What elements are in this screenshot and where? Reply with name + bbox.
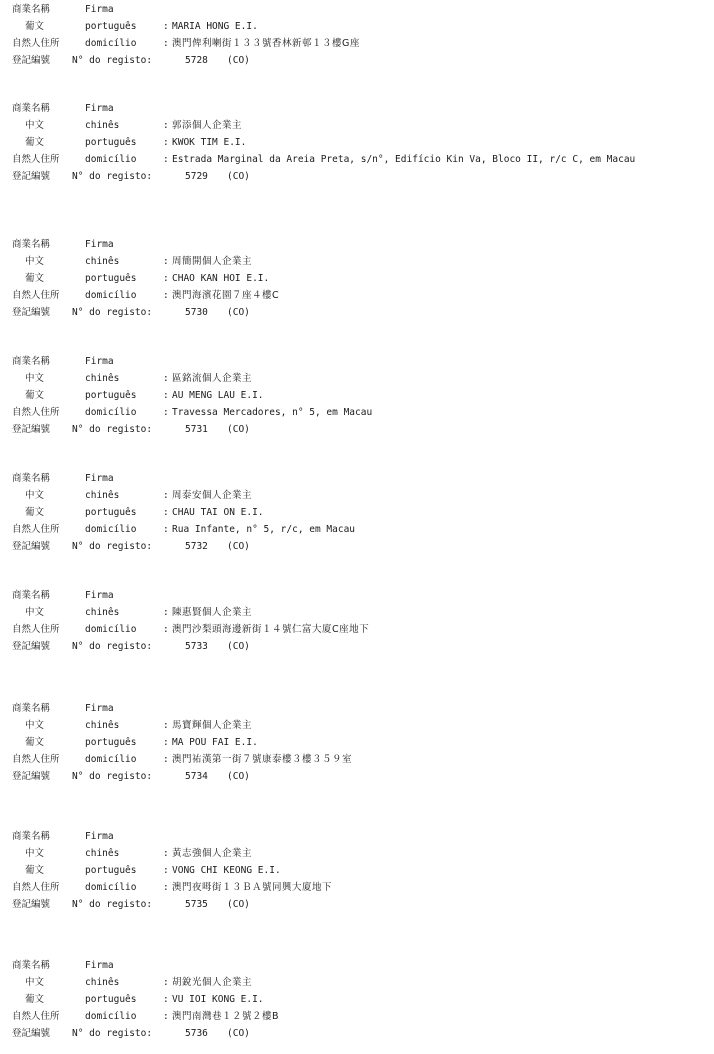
domicile-value: 澳門沙梨頭海邊新街１４號仁富大廈C座地下 <box>172 624 370 635</box>
domicile-label-zh: 自然人住所 <box>12 407 60 418</box>
separator-colon: : <box>163 507 169 518</box>
name-portuguese-value: CHAO KAN HOI E.I. <box>172 273 270 284</box>
separator-colon: : <box>163 256 169 267</box>
chinese-label-pt: chinês <box>85 607 120 618</box>
portuguese-label-pt: português <box>85 390 137 401</box>
registry-number: 5731 <box>185 424 208 435</box>
firm-label-zh: 商業名稱 <box>12 590 51 601</box>
registry-label-pt: N° do registo: <box>72 1028 153 1039</box>
firm-label-zh: 商業名稱 <box>12 703 51 714</box>
registry-label-zh: 登記編號 <box>12 541 51 552</box>
registry-number: 5732 <box>185 541 208 552</box>
name-portuguese-row <box>12 134 702 151</box>
name-portuguese-row <box>12 270 702 287</box>
registry-row <box>12 538 702 555</box>
registry-number: 5734 <box>185 771 208 782</box>
chinese-label-pt: chinês <box>85 120 120 131</box>
chinese-label-pt: chinês <box>85 977 120 988</box>
registry-entry <box>12 353 702 438</box>
name-portuguese-row <box>12 734 702 751</box>
domicile-row <box>12 404 702 421</box>
registry-label-pt: N° do registo: <box>72 899 153 910</box>
name-chinese-row <box>12 974 702 991</box>
name-portuguese-value: CHAU TAI ON E.I. <box>172 507 264 518</box>
separator-colon: : <box>163 754 169 765</box>
chinese-label-pt: chinês <box>85 490 120 501</box>
name-chinese-value: 胡銳光個人企業主 <box>172 977 253 988</box>
registry-type: (CO) <box>227 55 250 66</box>
name-portuguese-row <box>12 991 702 1008</box>
name-portuguese-value: VU IOI KONG E.I. <box>172 994 264 1005</box>
registry-type: (CO) <box>227 899 250 910</box>
firm-header-row <box>12 470 702 487</box>
domicile-label-pt: domicílio <box>85 624 137 635</box>
domicile-label-pt: domicílio <box>85 882 137 893</box>
firm-label-pt: Firma <box>85 831 114 842</box>
domicile-value: Travessa Mercadores, n° 5, em Macau <box>172 407 373 418</box>
name-chinese-value: 陳惠賢個人企業主 <box>172 607 253 618</box>
separator-colon: : <box>163 865 169 876</box>
name-chinese-value: 馬寶輝個人企業主 <box>172 720 253 731</box>
separator-colon: : <box>163 137 169 148</box>
registry-entry <box>12 470 702 555</box>
firm-label-pt: Firma <box>85 239 114 250</box>
registry-entry <box>12 957 702 1042</box>
separator-colon: : <box>163 490 169 501</box>
name-chinese-value: 黃志強個人企業主 <box>172 848 253 859</box>
domicile-label-pt: domicílio <box>85 1011 137 1022</box>
firm-label-pt: Firma <box>85 103 114 114</box>
registry-label-zh: 登記編號 <box>12 899 51 910</box>
chinese-label-pt: chinês <box>85 848 120 859</box>
chinese-label-zh: 中文 <box>25 373 45 384</box>
registry-type: (CO) <box>227 1028 250 1039</box>
domicile-label-zh: 自然人住所 <box>12 154 60 165</box>
firm-label-zh: 商業名稱 <box>12 103 51 114</box>
firm-header-row <box>12 100 702 117</box>
separator-colon: : <box>163 390 169 401</box>
name-chinese-row <box>12 717 702 734</box>
firm-label-zh: 商業名稱 <box>12 356 51 367</box>
firm-label-zh: 商業名稱 <box>12 831 51 842</box>
registry-number: 5736 <box>185 1028 208 1039</box>
separator-colon: : <box>163 38 169 49</box>
separator-colon: : <box>163 524 169 535</box>
separator-colon: : <box>163 407 169 418</box>
registry-label-pt: N° do registo: <box>72 541 153 552</box>
chinese-label-pt: chinês <box>85 256 120 267</box>
registry-row <box>12 168 702 185</box>
portuguese-label-zh: 葡文 <box>25 737 45 748</box>
portuguese-label-zh: 葡文 <box>25 390 45 401</box>
firm-label-pt: Firma <box>85 356 114 367</box>
domicile-row <box>12 879 702 896</box>
name-chinese-row <box>12 604 702 621</box>
chinese-label-zh: 中文 <box>25 490 45 501</box>
chinese-label-zh: 中文 <box>25 256 45 267</box>
domicile-label-zh: 自然人住所 <box>12 882 60 893</box>
portuguese-label-pt: português <box>85 507 137 518</box>
firm-label-zh: 商業名稱 <box>12 239 51 250</box>
name-portuguese-row <box>12 18 702 35</box>
domicile-row <box>12 1008 702 1025</box>
firm-label-pt: Firma <box>85 703 114 714</box>
domicile-value: 澳門祐漢第一街７號康泰樓３樓３５９室 <box>172 754 353 765</box>
separator-colon: : <box>163 154 169 165</box>
registry-label-zh: 登記編號 <box>12 1028 51 1039</box>
registry-number: 5735 <box>185 899 208 910</box>
domicile-label-pt: domicílio <box>85 407 137 418</box>
registry-type: (CO) <box>227 541 250 552</box>
name-chinese-row <box>12 253 702 270</box>
firm-header-row <box>12 1 702 18</box>
registry-entry <box>12 236 702 321</box>
firm-label-pt: Firma <box>85 590 114 601</box>
separator-colon: : <box>163 994 169 1005</box>
separator-colon: : <box>163 720 169 731</box>
registry-row <box>12 768 702 785</box>
registry-row <box>12 304 702 321</box>
registry-entry <box>12 700 702 785</box>
portuguese-label-zh: 葡文 <box>25 137 45 148</box>
domicile-label-pt: domicílio <box>85 38 137 49</box>
registry-label-pt: N° do registo: <box>72 171 153 182</box>
registry-label-pt: N° do registo: <box>72 307 153 318</box>
chinese-label-zh: 中文 <box>25 977 45 988</box>
portuguese-label-zh: 葡文 <box>25 21 45 32</box>
firm-header-row <box>12 236 702 253</box>
domicile-row <box>12 287 702 304</box>
registry-number: 5733 <box>185 641 208 652</box>
registry-entry <box>12 100 702 185</box>
portuguese-label-zh: 葡文 <box>25 994 45 1005</box>
chinese-label-pt: chinês <box>85 720 120 731</box>
firm-label-zh: 商業名稱 <box>12 960 51 971</box>
registry-number: 5728 <box>185 55 208 66</box>
chinese-label-zh: 中文 <box>25 848 45 859</box>
firm-header-row <box>12 587 702 604</box>
firm-header-row <box>12 700 702 717</box>
firm-label-pt: Firma <box>85 473 114 484</box>
domicile-label-pt: domicílio <box>85 754 137 765</box>
registry-label-pt: N° do registo: <box>72 424 153 435</box>
registry-label-zh: 登記編號 <box>12 171 51 182</box>
registry-type: (CO) <box>227 307 250 318</box>
name-chinese-value: 周泰安個人企業主 <box>172 490 253 501</box>
separator-colon: : <box>163 1011 169 1022</box>
domicile-label-zh: 自然人住所 <box>12 38 60 49</box>
domicile-label-zh: 自然人住所 <box>12 1011 60 1022</box>
name-portuguese-value: MARIA HONG E.I. <box>172 21 258 32</box>
separator-colon: : <box>163 373 169 384</box>
domicile-label-pt: domicílio <box>85 154 137 165</box>
registry-type: (CO) <box>227 171 250 182</box>
registry-row <box>12 896 702 913</box>
separator-colon: : <box>163 624 169 635</box>
chinese-label-zh: 中文 <box>25 120 45 131</box>
firm-header-row <box>12 957 702 974</box>
name-portuguese-value: KWOK TIM E.I. <box>172 137 247 148</box>
firm-header-row <box>12 353 702 370</box>
chinese-label-zh: 中文 <box>25 720 45 731</box>
registry-entry <box>12 1 702 69</box>
domicile-label-zh: 自然人住所 <box>12 290 60 301</box>
registry-type: (CO) <box>227 771 250 782</box>
domicile-value: Estrada Marginal da Areia Preta, s/n°, Edifício Kin Va, Bloco II, r/c C, em Macau <box>172 154 636 165</box>
registry-label-zh: 登記編號 <box>12 771 51 782</box>
separator-colon: : <box>163 21 169 32</box>
name-portuguese-value: VONG CHI KEONG E.I. <box>172 865 281 876</box>
portuguese-label-zh: 葡文 <box>25 507 45 518</box>
domicile-row <box>12 751 702 768</box>
domicile-label-pt: domicílio <box>85 524 137 535</box>
name-chinese-value: 郭添個人企業主 <box>172 120 243 131</box>
separator-colon: : <box>163 882 169 893</box>
domicile-row <box>12 621 702 638</box>
firm-label-pt: Firma <box>85 4 114 15</box>
name-portuguese-value: MA POU FAI E.I. <box>172 737 258 748</box>
portuguese-label-pt: português <box>85 994 137 1005</box>
portuguese-label-zh: 葡文 <box>25 273 45 284</box>
registry-label-pt: N° do registo: <box>72 55 153 66</box>
registry-label-pt: N° do registo: <box>72 641 153 652</box>
registry-label-zh: 登記編號 <box>12 424 51 435</box>
registry-label-zh: 登記編號 <box>12 307 51 318</box>
portuguese-label-pt: português <box>85 737 137 748</box>
domicile-label-zh: 自然人住所 <box>12 624 60 635</box>
domicile-value: 澳門海濱花園７座４樓C <box>172 290 280 301</box>
registry-row <box>12 421 702 438</box>
registry-row <box>12 52 702 69</box>
name-chinese-value: 周簡開個人企業主 <box>172 256 253 267</box>
domicile-row <box>12 521 702 538</box>
registry-label-zh: 登記編號 <box>12 641 51 652</box>
registry-number: 5730 <box>185 307 208 318</box>
separator-colon: : <box>163 607 169 618</box>
domicile-value: 澳門夜呣街１３ＢＡ號同興大廈地下 <box>172 882 333 893</box>
chinese-label-zh: 中文 <box>25 607 45 618</box>
firm-label-zh: 商業名稱 <box>12 473 51 484</box>
name-chinese-row <box>12 845 702 862</box>
domicile-value: Rua Infante, n° 5, r/c, em Macau <box>172 524 356 535</box>
firm-label-zh: 商業名稱 <box>12 4 51 15</box>
domicile-value: 澳門俾利喇街１３３號香林新邨１３樓G座 <box>172 38 360 49</box>
domicile-row <box>12 35 702 52</box>
name-portuguese-row <box>12 504 702 521</box>
portuguese-label-pt: português <box>85 273 137 284</box>
registry-label-pt: N° do registo: <box>72 771 153 782</box>
separator-colon: : <box>163 737 169 748</box>
domicile-label-zh: 自然人住所 <box>12 524 60 535</box>
registry-entry <box>12 828 702 913</box>
separator-colon: : <box>163 273 169 284</box>
portuguese-label-pt: português <box>85 137 137 148</box>
name-portuguese-value: AU MENG LAU E.I. <box>172 390 264 401</box>
registry-entry <box>12 587 702 655</box>
portuguese-label-pt: português <box>85 865 137 876</box>
name-portuguese-row <box>12 387 702 404</box>
firm-label-pt: Firma <box>85 960 114 971</box>
portuguese-label-zh: 葡文 <box>25 865 45 876</box>
domicile-row <box>12 151 702 168</box>
chinese-label-pt: chinês <box>85 373 120 384</box>
registry-label-zh: 登記編號 <box>12 55 51 66</box>
portuguese-label-pt: português <box>85 21 137 32</box>
firm-header-row <box>12 828 702 845</box>
registry-type: (CO) <box>227 641 250 652</box>
registry-row <box>12 1025 702 1042</box>
domicile-value: 澳門南灣巷１２號２樓B <box>172 1011 280 1022</box>
name-chinese-value: 區銘流個人企業主 <box>172 373 253 384</box>
registry-type: (CO) <box>227 424 250 435</box>
registry-number: 5729 <box>185 171 208 182</box>
separator-colon: : <box>163 848 169 859</box>
domicile-label-zh: 自然人住所 <box>12 754 60 765</box>
registry-row <box>12 638 702 655</box>
separator-colon: : <box>163 977 169 988</box>
name-chinese-row <box>12 117 702 134</box>
name-portuguese-row <box>12 862 702 879</box>
name-chinese-row <box>12 487 702 504</box>
separator-colon: : <box>163 290 169 301</box>
domicile-label-pt: domicílio <box>85 290 137 301</box>
name-chinese-row <box>12 370 702 387</box>
separator-colon: : <box>163 120 169 131</box>
